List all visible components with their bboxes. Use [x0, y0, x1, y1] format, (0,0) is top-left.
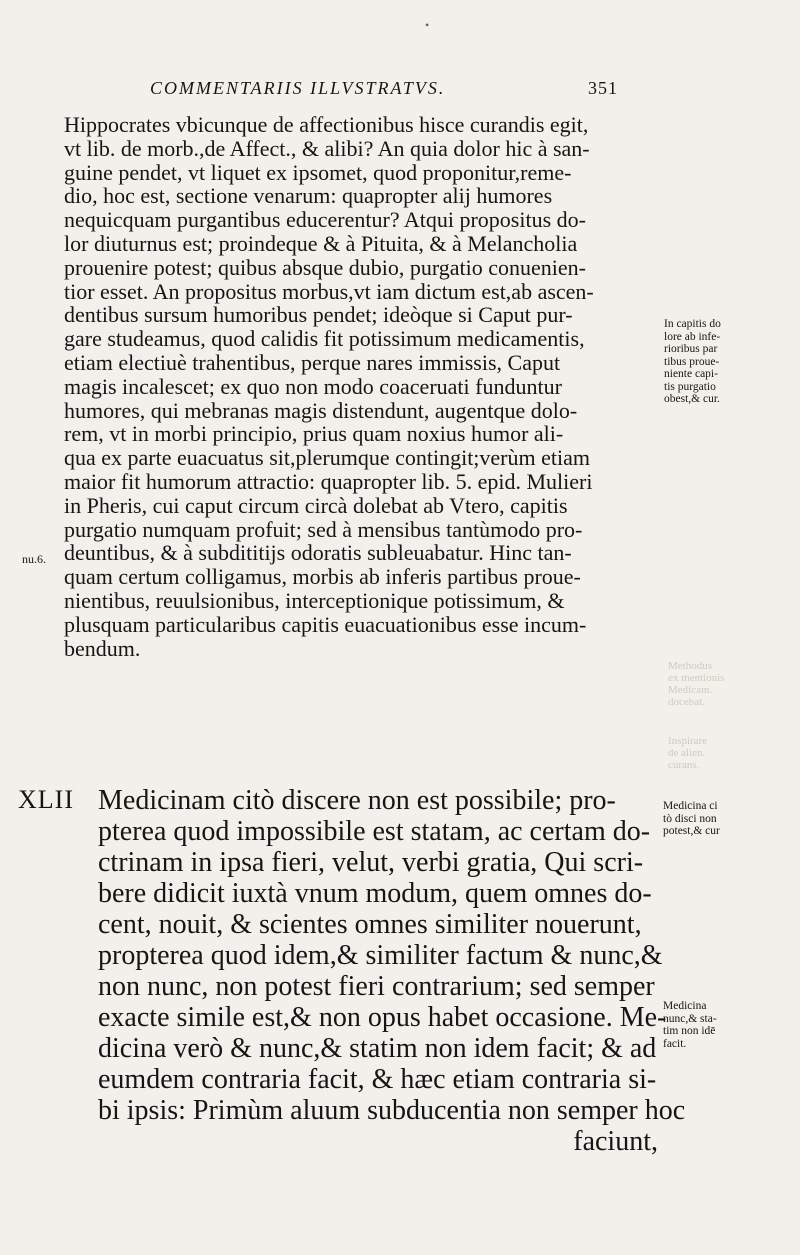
text-line: dio, hoc est, sectione venarum: quapropter alij humores — [64, 183, 553, 209]
text-line: ctrinam in ipsa fieri, velut, verbi gratia, Qui scri- — [98, 847, 644, 878]
text-line: prouenire potest; quibus absque dubio, purgatio conuenien- — [64, 254, 586, 280]
text-line: plusquam particularibus capitis euacuationibus esse incum- — [64, 611, 587, 637]
margin-line: rioribus par — [664, 343, 718, 355]
margin-line: lore ab infe- — [664, 330, 721, 343]
bleedthrough-text — [668, 735, 707, 771]
text-line: lor diuturnus est; proindeque & à Pituita, & à Melancholia — [64, 230, 578, 256]
text-line: dentibus sursum humoribus pendet; ideòque si Caput pur- — [64, 302, 573, 328]
text-line: etiam electiuè trahentibus, perque nares immissis, Caput — [64, 349, 561, 375]
text-line: Hippocrates vbicunque de affectionibus hisce curandis egit, — [64, 112, 589, 137]
bleed-line: curans. — [668, 759, 700, 771]
text-line: bendum. — [64, 635, 141, 661]
text-line: tior esset. An propositus morbus,vt iam dictum est,ab ascen- — [64, 278, 594, 304]
text-line: bere didicit iuxtà vnum modum, quem omnes do- — [98, 878, 652, 909]
bleed-line: ex mentionis — [668, 672, 725, 684]
bleed-line: docebat. — [668, 696, 705, 708]
margin-line: niente capi- — [664, 368, 718, 380]
text-line: nientibus, reuulsionibus, interceptionique potissimum, & — [64, 587, 565, 613]
margin-line: tis purgatio — [664, 380, 716, 393]
bleed-line: de alien. — [668, 747, 706, 759]
main-paragraph — [64, 113, 654, 660]
bleed-line: Medicam. — [668, 684, 713, 696]
text-line: eumdem contraria facit, & hæc etiam contraria si- — [98, 1064, 657, 1095]
bleed-line: Methodus — [668, 660, 712, 672]
margin-line: tò disci non — [663, 812, 717, 825]
text-line: propterea quod idem,& similiter factum & nunc,& — [98, 940, 663, 971]
text-line: maior fit humorum attractio: quapropter lib. 5. epid. Mulieri — [64, 468, 593, 494]
text-line: deuntibus, & à subdititijs odoratis subleuabatur. Hinc tan- — [64, 540, 572, 566]
text-line: in Pheris, cui caput circum circà dolebat ab Vtero, capitis — [64, 492, 568, 518]
text-line: exacte simile est,& non opus habet occasione. Me- — [98, 1002, 667, 1033]
header-title: COMMENTARIIS ILLVSTRATVS. — [150, 78, 446, 98]
text-line: qua ex parte euacuatus sit,plerumque contingit;verùm etiam — [64, 445, 590, 471]
margin-line: potest,& cur — [663, 825, 720, 837]
text-line: rem, vt in morbi principio, prius quam noxius humor ali- — [64, 421, 564, 447]
text-line: pterea quod impossibile est statam, ac certam do- — [98, 816, 651, 847]
margin-line: facit. — [663, 1037, 687, 1050]
aphorism-text — [98, 785, 686, 1157]
running-header — [150, 78, 650, 99]
text-line: non nunc, non potest fieri contrarium; sed semper — [98, 971, 655, 1002]
text-line: magis incalescet; ex quo non modo coaceruati funduntur — [64, 373, 562, 399]
text-line: gare studeamus, quod calidis fit potissimum medicamentis, — [64, 326, 585, 352]
text-line: bi ipsis: Primùm aluum subducentia non semper hoc — [98, 1095, 686, 1126]
text-line: dicina verò & nunc,& statim non idem facit; & ad — [98, 1033, 657, 1064]
text-line: guine pendet, vt liquet ex ipsomet, quod proponitur,reme- — [64, 159, 572, 185]
catchword: faciunt, — [573, 1126, 658, 1157]
text-line: quam certum colligamus, morbis ab inferis partibus proue- — [64, 564, 581, 590]
margin-line: obest,& cur. — [664, 393, 720, 405]
text-line: vt lib. de morb.,de Affect., & alibi? An quia dolor hic à san- — [64, 135, 590, 161]
margin-line: nunc,& sta- — [663, 1012, 717, 1025]
section-number: XLII — [18, 785, 74, 814]
margin-line: tim non idē — [663, 1025, 716, 1037]
margin-note-headache — [664, 318, 721, 406]
bleed-line: Inspirare — [668, 735, 708, 747]
bleedthrough-text — [668, 660, 725, 708]
text-line: Medicinam citò discere non est possibile; pro- — [98, 785, 616, 816]
text-line: nequicquam purgantibus educerentur? Atqui propositus do- — [64, 207, 586, 233]
text-line: purgatio numquam profuit; sed à mensibus tantùmodo pro- — [64, 516, 583, 542]
page-number: 351 — [588, 78, 618, 98]
margin-line: Medicina — [663, 1000, 707, 1012]
text-line: cent, nouit, & scientes omnes similiter nouerunt, — [98, 909, 642, 940]
margin-note-medicine — [663, 800, 720, 838]
margin-line: Medicina ci — [663, 800, 718, 812]
ornament-mark: • — [425, 18, 430, 32]
margin-note-reference: nu.6. — [22, 552, 46, 566]
margin-line: tibus proue- — [664, 355, 720, 368]
text-line: humores, qui mebranas magis distendunt, augentque dolo- — [64, 397, 578, 423]
margin-line: In capitis do — [664, 318, 721, 330]
margin-note-medicine-nunc — [663, 1000, 717, 1050]
